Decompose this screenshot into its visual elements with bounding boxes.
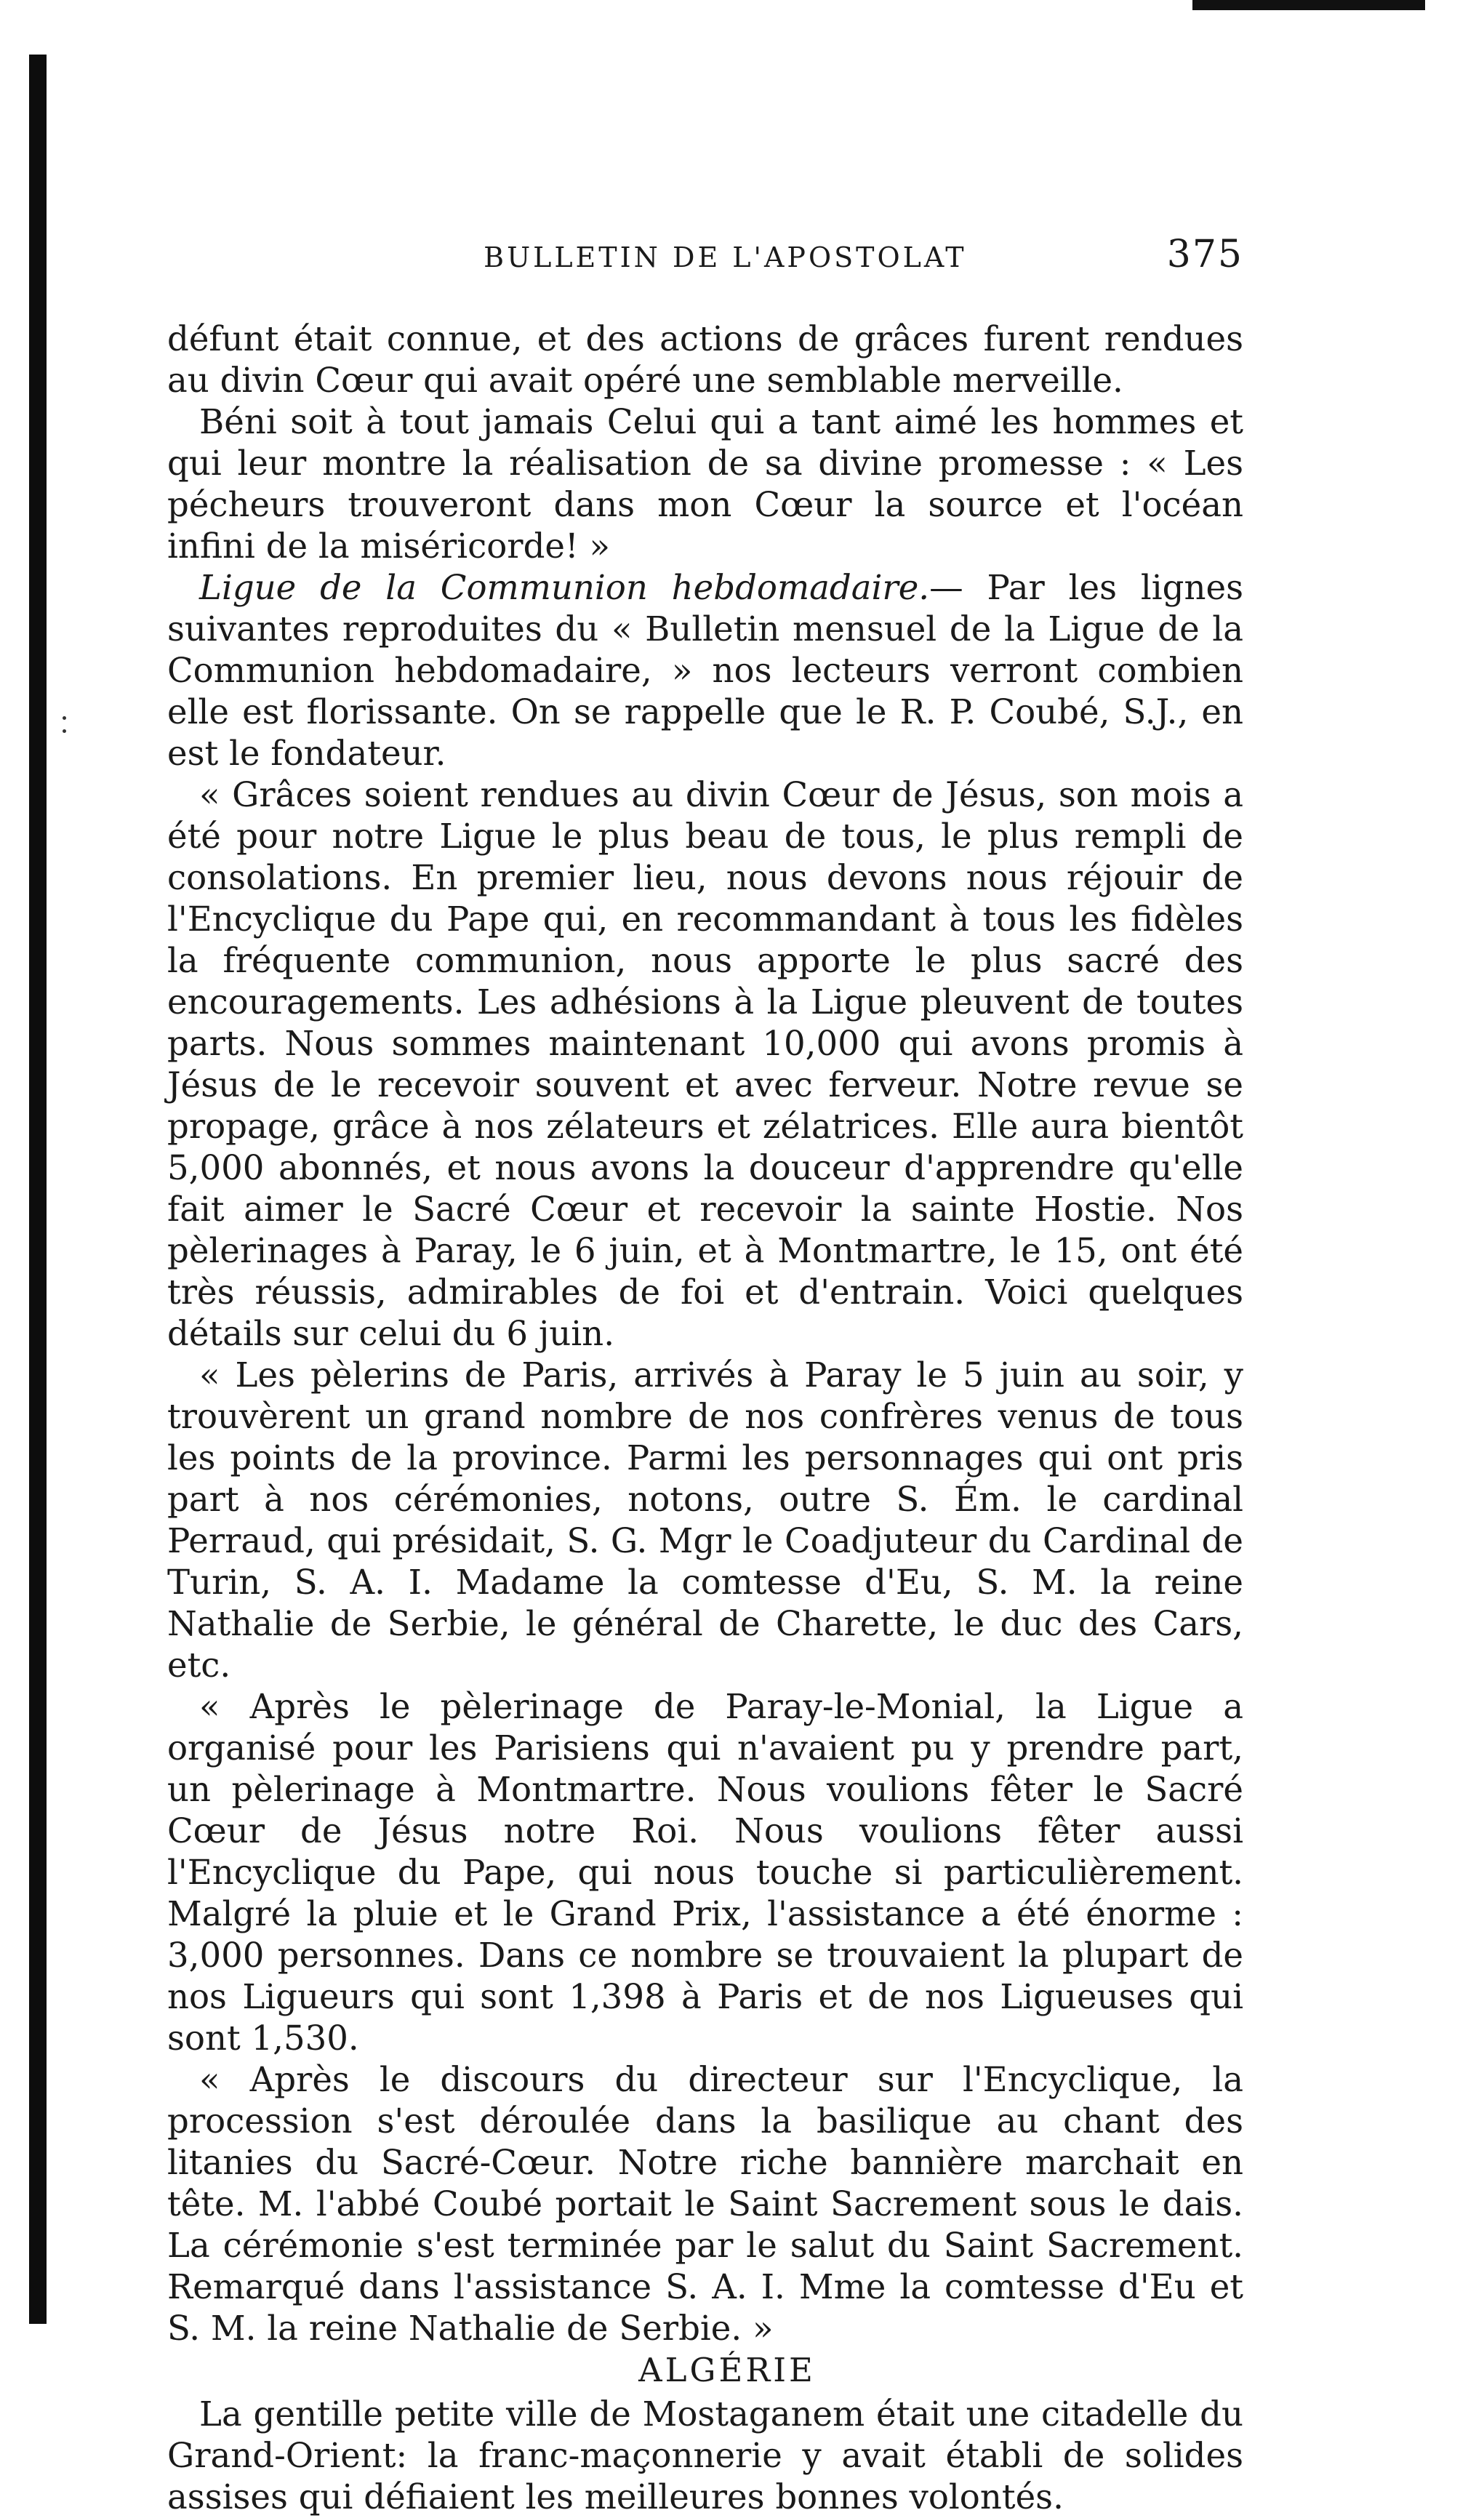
page-number: 375 [1166,233,1243,276]
page-header [167,233,1243,291]
book-page [167,233,1243,2518]
paragraph-text: — Par les lignes suivantes reproduites du « Bulletin mensuel de la Ligue de la Communion hebdomadaire, » nos lecteurs verront combien elle est florissante. On se rappelle que le R. P. Coubé, S.J., en est le fondateur. [167,568,1243,773]
paragraph: Béni soit à tout jamais Celui qui a tant aimé les hommes et qui leur montre la réalisation de sa divine promesse : « Les pécheurs trouveront dans mon Cœur la source et l'océan infini de la miséricorde! » [167,402,1243,566]
article-body [167,318,1243,2518]
paragraph [167,567,1243,774]
paragraph: « Grâces soient rendues au divin Cœur de Jésus, son mois a été pour notre Ligue le plus beau de tous, le plus rempli de consolations. En premier lieu, nous devons nous réjouir de l'Encyclique du Pape qui, en recommandant à tous les fidèles la fréquente communion, nous apporte le plus sacré des encouragements. Les adhésions à la Ligue pleuvent de toutes parts. Nous sommes maintenant 10,000 qui avons promis à Jésus de le recevoir souvent et avec ferveur. Notre revue se propage, grâce à nos zélateurs et zélatrices. Elle aura bientôt 5,000 abonnés, et nous avons la douceur d'apprendre qu'elle fait aimer le Sacré Cœur et recevoir la sainte Hostie. Nos pèlerinages à Paray, le 6 juin, et à Montmartre, le 15, ont été très réussis, admirables de foi et d'entrain. Voici quelques détails sur celui du 6 juin. [167,775,1243,1353]
paragraph: « Après le discours du directeur sur l'Encyclique, la procession s'est déroulée dans la basilique au chant des litanies du Sacré-Cœur. Notre riche bannière marchait en tête. M. l'abbé Coubé portait le Saint Sacrement sous le dais. La cérémonie s'est terminée par le salut du Saint Sacrement. Remarqué dans l'assistance S. A. I. Mme la comtesse d'Eu et S. M. la reine Nathalie de Serbie. » [167,2060,1243,2348]
margin-speck [63,716,66,720]
running-title: BULLETIN DE L'APOSTOLAT [484,241,967,273]
paragraph: « Après le pèlerinage de Paray-le-Monial, la Ligue a organisé pour les Parisiens qui n'avaient pu y prendre part, un pèlerinage à Montmartre. Nous voulions fêter le Sacré Cœur de Jésus notre Roi. Nous voulions fêter aussi l'Encyclique du Pape, qui nous touche si particulièrement. Malgré la pluie et le Grand Prix, l'assistance a été énorme : 3,000 personnes. Dans ce nombre se trouvaient la plupart de nos Ligueurs qui sont 1,398 à Paris et de nos Ligueuses qui sont 1,530. [167,1687,1243,2058]
margin-speck [63,729,66,733]
paragraph: La gentille petite ville de Mostaganem était une citadelle du Grand-Orient: la franc-maçonnerie y avait établi de solides assises qui défiaient les meilleures bonnes volontés. [167,2394,1243,2517]
paragraph: « Les pèlerins de Paris, arrivés à Paray le 5 juin au soir, y trouvèrent un grand nombre de nos confrères venus de tous les points de la province. Parmi les personnages qui ont pris part à nos cérémonies, notons, outre S. Ém. le cardinal Perraud, qui présidait, S. G. Mgr le Coadjuteur du Cardinal de Turin, S. A. I. Madame la comtesse d'Eu, S. M. la reine Nathalie de Serbie, le général de Charette, le duc des Cars, etc. [167,1355,1243,1685]
paragraph: défunt était connue, et des actions de grâces furent rendues au divin Cœur qui avait opéré une semblable merveille. [167,319,1243,400]
section-heading: ALGÉRIE [638,2351,816,2389]
top-edge-rule [1192,0,1425,10]
binding-shadow [29,55,47,2324]
paragraph-lead-heading: Ligue de la Communion hebdomadaire. [199,568,930,607]
